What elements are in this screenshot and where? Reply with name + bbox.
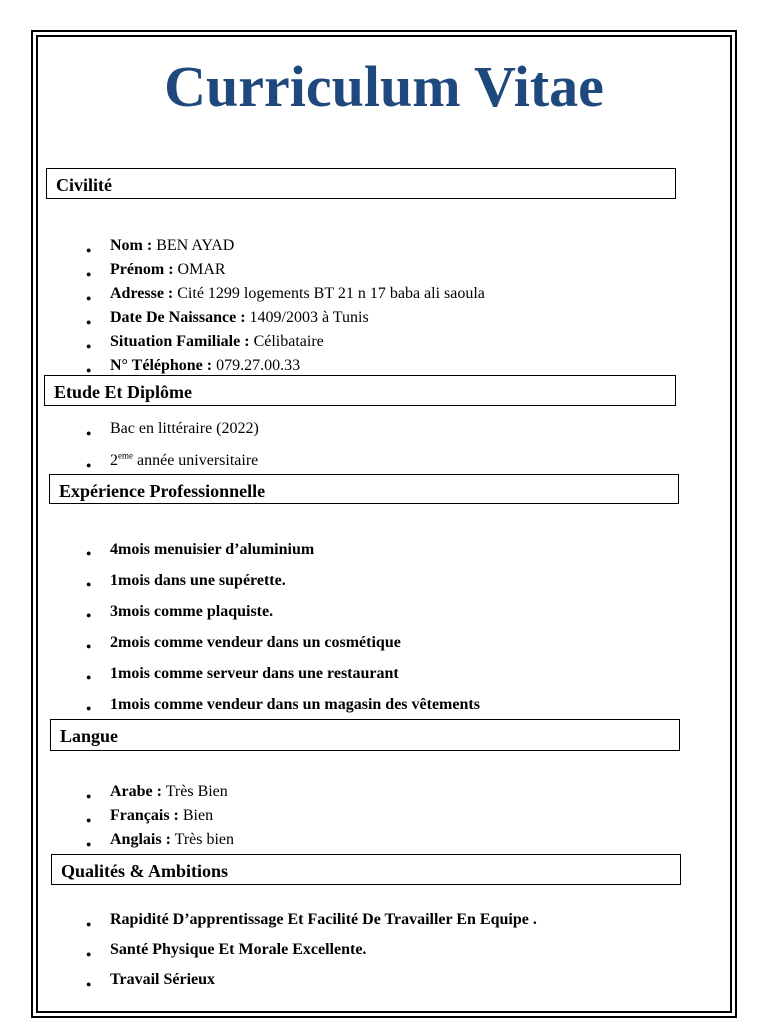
civilite-list <box>84 234 485 378</box>
section-title: Etude Et Diplôme <box>54 382 193 402</box>
section-header-civilite <box>46 168 676 199</box>
list-item: ● 2eme année universitaire <box>84 445 259 477</box>
list-item: ● Arabe : Très Bien <box>84 780 234 804</box>
list-item: ● Adresse : Cité 1299 logements BT 21 n 17 baba ali saoula <box>84 282 485 306</box>
langue-list <box>84 780 234 852</box>
list-item: ● Travail Sérieux <box>84 965 537 995</box>
section-title: Civilité <box>56 175 112 195</box>
list-item: ● 3mois comme plaquiste. <box>84 596 480 627</box>
list-item: ● Prénom : OMAR <box>84 258 485 282</box>
list-item: ● Situation Familiale : Célibataire <box>84 330 485 354</box>
list-item: ● 1mois dans une supérette. <box>84 565 480 596</box>
list-item: ● Anglais : Très bien <box>84 828 234 852</box>
section-header-experience <box>49 474 679 504</box>
section-title: Langue <box>60 726 119 746</box>
qualites-list <box>84 905 537 995</box>
etude-list <box>84 413 259 477</box>
list-item: ● 1mois comme vendeur dans un magasin des vêtements <box>84 689 480 720</box>
section-header-langue <box>50 719 680 751</box>
list-item: ● Nom : BEN AYAD <box>84 234 485 258</box>
experience-list <box>84 534 480 720</box>
list-item: ● Santé Physique Et Morale Excellente. <box>84 935 537 965</box>
list-item: ● Rapidité D’apprentissage Et Facilité De Travailler En Equipe . <box>84 905 537 935</box>
list-item: ● N° Téléphone : 079.27.00.33 <box>84 354 485 378</box>
list-item: ● 2mois comme vendeur dans un cosmétique <box>84 627 480 658</box>
list-item: ● Bac en littéraire (2022) <box>84 413 259 445</box>
page-title: Curriculum Vitae <box>164 54 604 119</box>
section-title: Expérience Professionnelle <box>59 481 266 501</box>
section-header-etude <box>44 375 676 406</box>
list-item: ● Date De Naissance : 1409/2003 à Tunis <box>84 306 485 330</box>
list-item: ● Français : Bien <box>84 804 234 828</box>
list-item: ● 1mois comme serveur dans une restaurant <box>84 658 480 689</box>
list-item: ● 4mois menuisier d’aluminium <box>84 534 480 565</box>
section-header-qualites <box>51 854 681 885</box>
section-title: Qualités & Ambitions <box>61 861 229 881</box>
